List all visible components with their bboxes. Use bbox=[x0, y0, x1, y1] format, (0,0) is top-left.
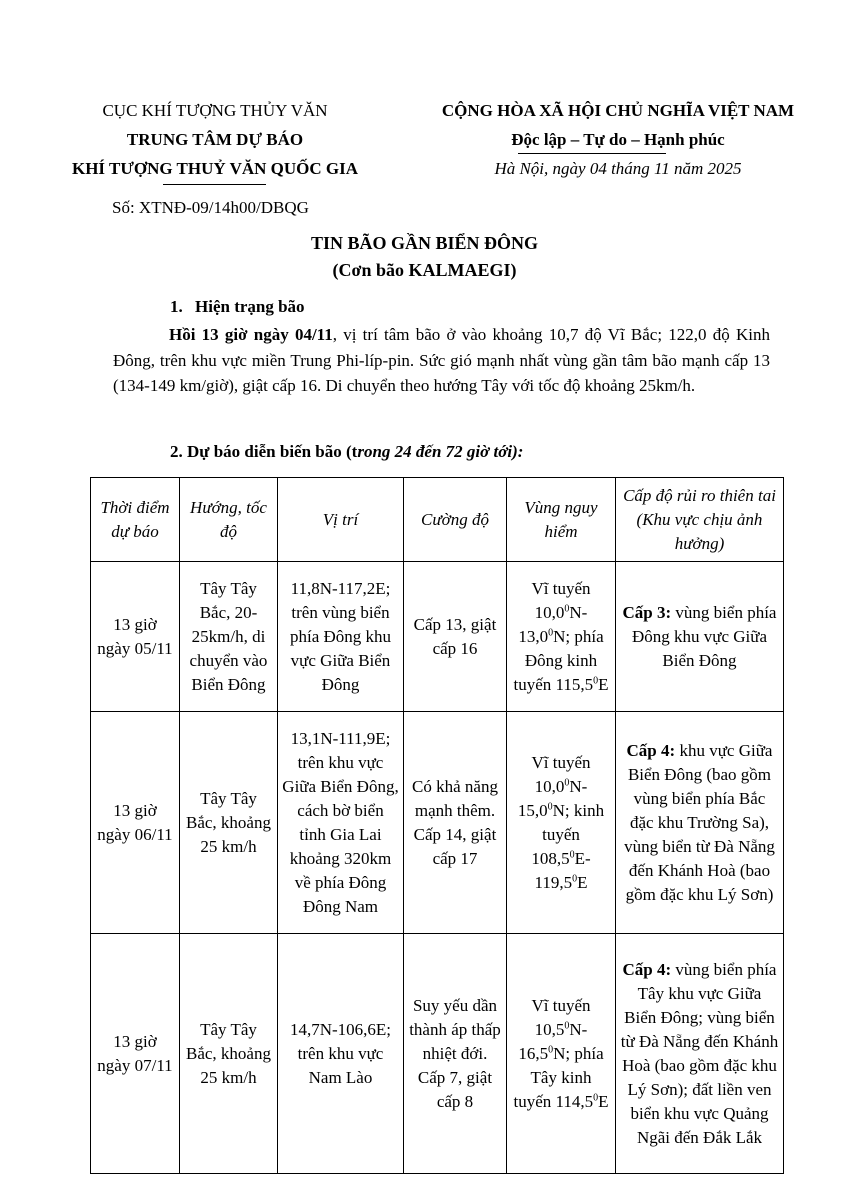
table-row bbox=[91, 934, 784, 1174]
cell-direction: Tây Tây Bắc, 20-25km/h, di chuyển vào Biển Đông bbox=[180, 562, 278, 712]
table-header-row bbox=[91, 478, 784, 562]
document-title: TIN BÃO GẦN BIỂN ĐÔNG bbox=[310, 233, 539, 253]
section-1-title: Hiện trạng bão bbox=[195, 297, 305, 316]
cell-danger-zone: Vĩ tuyến 10,0$^0$N-15,0$^0$N; kinh tuyến 108,5$^0$E-119,5$^0$E bbox=[507, 712, 616, 934]
document-subtitle: (Cơn bão KALMAEGI) bbox=[332, 260, 517, 280]
risk-level: Cấp 3: bbox=[622, 602, 672, 622]
table-row bbox=[91, 562, 784, 712]
col-header-risk-level: Cấp độ rủi ro thiên tai (Khu vực chịu ảnh hưởng) bbox=[616, 478, 784, 562]
cell-direction: Tây Tây Bắc, khoảng 25 km/h bbox=[180, 934, 278, 1174]
table-row bbox=[91, 712, 784, 934]
agency-line-1: CỤC KHÍ TƯỢNG THỦY VĂN bbox=[102, 101, 328, 120]
country-name: CỘNG HÒA XÃ HỘI CHỦ NGHĨA VIỆT NAM bbox=[441, 101, 795, 120]
risk-area: vùng biển phía Đông khu vực Giữa Biển Đông bbox=[631, 602, 777, 670]
risk-area: khu vực Giữa Biển Đông (bao gồm vùng biển phía Bắc đặc khu Trường Sa), vùng biển từ Đà Nẵng đến Khánh Hoà (bao gồm đặc khu Lý Sơn) bbox=[624, 740, 775, 904]
risk-level: Cấp 4: bbox=[622, 959, 672, 979]
cell-risk bbox=[616, 562, 784, 712]
col-header-time: Thời điểm dự báo bbox=[91, 478, 180, 562]
cell-danger-zone: Vĩ tuyến 10,5$^0$N-16,5$^0$N; phía Tây kinh tuyến 114,5$^0$E bbox=[507, 934, 616, 1174]
risk-area: vùng biển phía Tây khu vực Giữa Biển Đông; vùng biển từ Đà Nẵng đến Khánh Hoà (bao gồm đặc khu Lý Sơn); đất liền ven biển khu vực Quảng Ngãi đến Đắk Lắk bbox=[620, 959, 779, 1147]
col-header-danger-zone: Vùng nguy hiểm bbox=[507, 478, 616, 562]
col-header-direction: Hướng, tốc độ bbox=[180, 478, 278, 562]
cell-position: 13,1N-111,9E; trên khu vực Giữa Biển Đông, cách bờ biển tỉnh Gia Lai khoảng 320km về phía Đông Đông Nam bbox=[278, 712, 404, 934]
section-2-heading bbox=[170, 442, 523, 462]
status-text: , vị trí tâm bão ở vào khoảng 10,7 độ Vĩ Bắc; 122,0 độ Kinh Đông, trên khu vực miền Trung Phi-líp-pin. Sức gió mạnh nhất vùng gần tâm bão mạnh cấp 13 (134-149 km/giờ), giật cấp 16. Di chuyển theo hướng Tây với tốc độ khoảng 25km/h. bbox=[113, 325, 771, 395]
cell-position: 14,7N-106,6E; trên khu vực Nam Lào bbox=[278, 934, 404, 1174]
cell-intensity: Có khả năng mạnh thêm. Cấp 14, giật cấp 17 bbox=[404, 712, 507, 934]
section-2-title-italic: rong 24 đến 72 giờ tới): bbox=[357, 442, 524, 461]
status-time: Hồi 13 giờ ngày 04/11 bbox=[169, 325, 333, 344]
col-header-intensity: Cường độ bbox=[404, 478, 507, 562]
cell-direction: Tây Tây Bắc, khoảng 25 km/h bbox=[180, 712, 278, 934]
cell-risk bbox=[616, 934, 784, 1174]
section-1-heading bbox=[170, 297, 305, 317]
col-header-position: Vị trí bbox=[278, 478, 404, 562]
section-2-title: 2. Dự báo diễn biến bão (t bbox=[170, 442, 358, 461]
motto-underline bbox=[518, 153, 666, 154]
cell-time: 13 giờ ngày 07/11 bbox=[91, 934, 180, 1174]
issuing-agency bbox=[50, 96, 380, 183]
cell-time: 13 giờ ngày 06/11 bbox=[91, 712, 180, 934]
place-date: Hà Nội, ngày 04 tháng 11 năm 2025 bbox=[494, 159, 742, 178]
section-1-number: 1. bbox=[170, 297, 183, 316]
agency-underline bbox=[163, 184, 266, 185]
document-number: Số: XTNĐ-09/14h00/DBQG bbox=[112, 198, 309, 217]
cell-risk bbox=[616, 712, 784, 934]
cell-time: 13 giờ ngày 05/11 bbox=[91, 562, 180, 712]
cell-intensity: Cấp 13, giật cấp 16 bbox=[404, 562, 507, 712]
cell-position: 11,8N-117,2E; trên vùng biển phía Đông khu vực Giữa Biển Đông bbox=[278, 562, 404, 712]
agency-line-2: TRUNG TÂM DỰ BÁO bbox=[126, 130, 304, 149]
cell-danger-zone: Vĩ tuyến 10,0$^0$N-13,0$^0$N; phía Đông kinh tuyến 115,5$^0$E bbox=[507, 562, 616, 712]
risk-level: Cấp 4: bbox=[626, 740, 676, 760]
national-header bbox=[408, 96, 828, 183]
national-motto: Độc lập – Tự do – Hạnh phúc bbox=[511, 130, 725, 149]
forecast-table bbox=[90, 477, 784, 1174]
current-status-paragraph bbox=[113, 322, 770, 399]
agency-line-3: KHÍ TƯỢNG THUỶ VĂN QUỐC GIA bbox=[71, 159, 359, 178]
cell-intensity: Suy yếu dần thành áp thấp nhiệt đới. Cấp 7, giật cấp 8 bbox=[404, 934, 507, 1174]
